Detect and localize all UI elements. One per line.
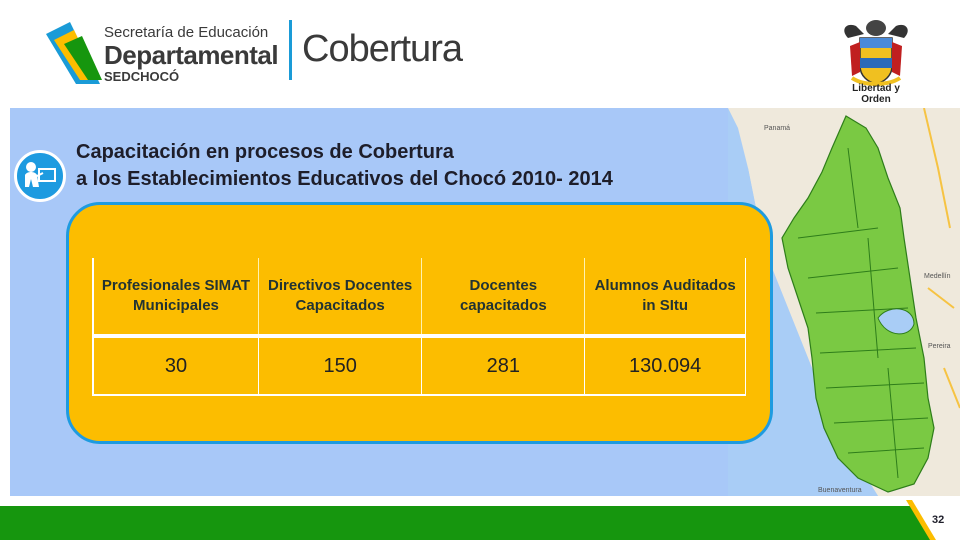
page-number: 32 [932, 514, 945, 526]
column-header: Directivos Docentes Capacitados [258, 258, 421, 336]
column-header: Profesionales SIMAT Municipales [93, 258, 258, 336]
header-divider [289, 20, 292, 80]
table-row [93, 336, 746, 395]
training-table [92, 258, 746, 396]
teacher-icon [14, 150, 66, 202]
header [0, 0, 960, 108]
map-label-medellin: Medellín [924, 273, 951, 280]
footer-bar [0, 506, 960, 540]
title-line1: Capacitación en procesos de Cobertura [76, 141, 454, 163]
crest-caption: Libertad y Orden [852, 83, 900, 105]
table-cell: 281 [422, 336, 585, 395]
column-header: Docentes capacitados [422, 258, 585, 336]
map-label-panama: Panamá [764, 125, 791, 132]
table-cell: 130.094 [585, 336, 746, 395]
page-title [76, 139, 613, 193]
title-line2: a los Establecimientos Educativos del Chocó 2010- 2014 [76, 168, 613, 190]
table-cell: 30 [93, 336, 258, 395]
map-label-pereira: Pereira [928, 343, 951, 350]
logo-line2: Departamental [104, 40, 279, 70]
column-header: Alumnos Auditados in SItu [585, 258, 746, 336]
section-title: Cobertura [302, 28, 462, 70]
logo-line3: SEDCHOCÓ [104, 69, 180, 84]
table-cell: 150 [258, 336, 421, 395]
footer-spacer [0, 496, 960, 506]
logo-line1: Secretaría de Educación [104, 24, 269, 41]
table-header-row [93, 258, 746, 336]
map-label-buenaventura: Buenaventura [818, 487, 862, 494]
footer-corner-graphic [900, 496, 960, 540]
